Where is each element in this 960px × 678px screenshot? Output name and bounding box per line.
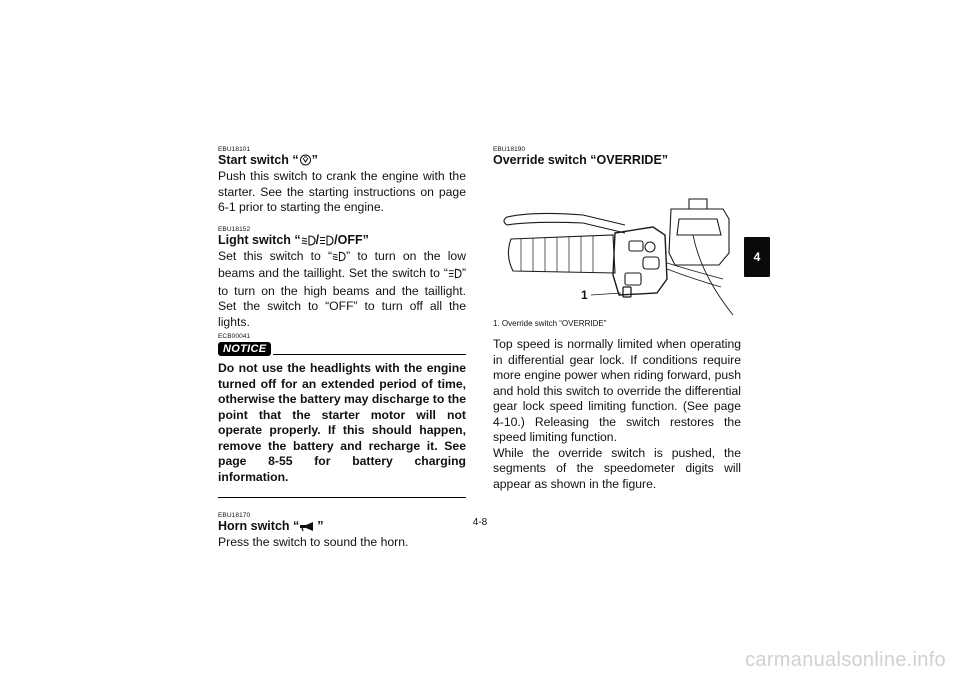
start-switch-text: Push this switch to crank the engine with the starter. See the starting instructions on page 6-1 prior to starting the engine.	[218, 169, 466, 214]
section-code-notice: ECB00041	[218, 333, 251, 340]
heading-text: Start switch “	[218, 153, 299, 167]
light-switch-heading	[218, 233, 466, 249]
heading-text: ”	[311, 153, 318, 167]
horn-switch-text: Press the switch to sound the horn.	[218, 535, 409, 549]
section-code-override: EBU18190	[493, 146, 526, 153]
section-code-start: EBU18101	[218, 146, 251, 153]
override-switch-heading: Override switch “OVERRIDE”	[493, 153, 669, 167]
figure-callout: 1	[581, 288, 588, 302]
heading-text: ”	[317, 519, 324, 533]
notice-badge: NOTICE	[218, 342, 271, 356]
figure-caption: 1. Override switch “OVERRIDE”	[493, 319, 607, 328]
low-beam-icon	[301, 235, 316, 249]
heading-text: /OFF”	[334, 232, 369, 247]
light-switch-text	[218, 249, 466, 331]
notice-rule	[273, 354, 466, 355]
heading-text: /	[315, 232, 320, 247]
high-beam-icon	[448, 268, 462, 284]
override-text-2: While the override switch is pushed, the segments of the speedometer digits will appear as shown in the figure.	[493, 445, 741, 491]
right-column	[493, 146, 741, 492]
notice-header	[218, 342, 466, 356]
page-number: 4-8	[472, 517, 488, 528]
heading-text: Horn switch “	[218, 519, 300, 533]
body-text: Set this switch to “	[218, 248, 333, 263]
handlebar-switch-illustration	[493, 175, 741, 315]
heading-text: Light switch “	[218, 232, 301, 247]
low-beam-icon	[332, 251, 346, 267]
engine-start-icon	[299, 154, 312, 169]
high-beam-icon	[319, 235, 334, 249]
section-code-horn: EBU18170	[218, 512, 251, 519]
body-text: ” to turn on the high beams and the taillight. Set the switch to “OFF” to turn off all the lights.	[218, 266, 466, 329]
notice-text: Do not use the headlights with the engine turned off for an extended period of time, otherwise the battery may discharge to the point that the starter motor will not operate properly. If this should happen, remove the battery and recharge it. See page 8-55 for battery charging information.	[218, 361, 466, 498]
override-text-1: Top speed is normally limited when operating in differential gear lock. If conditions require more engine power when riding forward, push and hold this switch to override the differential gear lock speed limiting function. (See page 4-10.) Releasing the switch restores the speed limiting function.	[493, 337, 741, 444]
chapter-tab: 4	[744, 237, 770, 277]
body-text: ” to turn on the low beams and the taillight. Set the switch to “	[218, 248, 466, 280]
watermark: carmanualsonline.info	[745, 649, 946, 671]
section-code-light: EBU18152	[218, 225, 251, 233]
left-column	[218, 146, 466, 551]
start-switch-heading	[218, 153, 466, 169]
